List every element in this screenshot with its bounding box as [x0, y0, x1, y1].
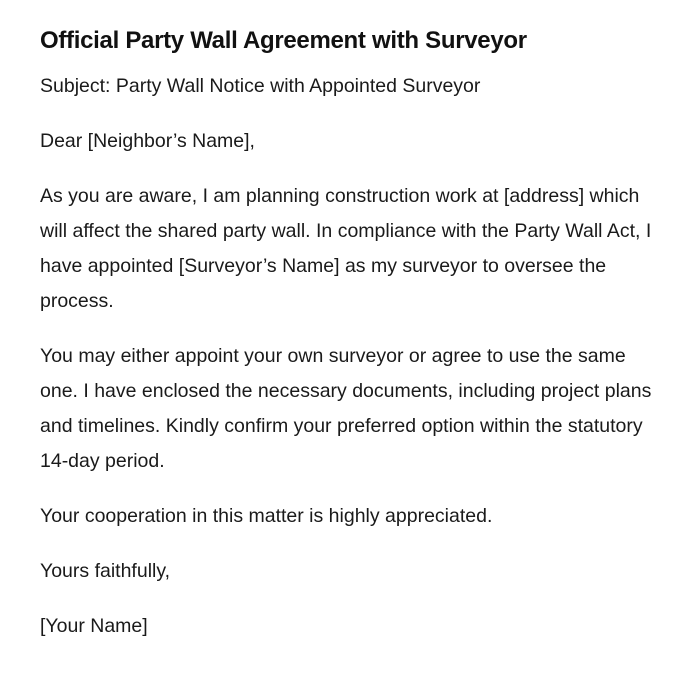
- body-paragraph: Your cooperation in this matter is highly appreciated.: [40, 505, 493, 527]
- closing: Yours faithfully,: [40, 560, 171, 582]
- subject-line: Subject: Party Wall Notice with Appointed Surveyor: [40, 75, 481, 97]
- body-paragraph: You may either appoint your own surveyor or agree to use the same one. I have enclosed the necessary documents, including project plans and timelines. Kindly confirm your preferred option within the statutory 14-day period.: [40, 345, 652, 472]
- body-paragraph: As you are aware, I am planning construction work at [address] which will affect the shared party wall. In compliance with the Party Wall Act, I have appointed [Surveyor’s Name] as my surveyor to oversee the process.: [40, 185, 652, 312]
- greeting: Dear [Neighbor’s Name],: [40, 130, 255, 152]
- document-title: Official Party Wall Agreement with Surveyor: [40, 27, 527, 54]
- signature: [Your Name]: [40, 615, 148, 637]
